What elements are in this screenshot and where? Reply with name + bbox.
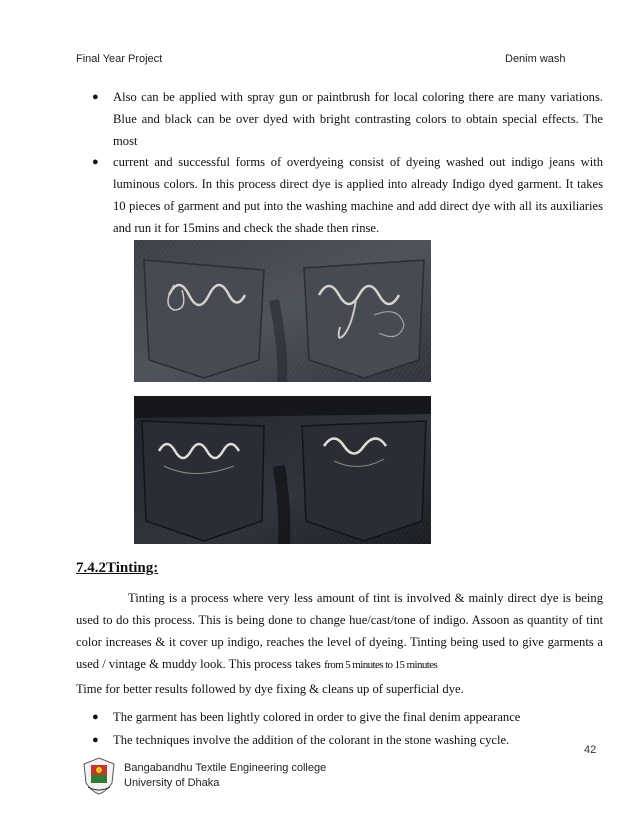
header-right: Denim wash bbox=[505, 53, 566, 65]
page-number: 42 bbox=[584, 744, 597, 756]
paragraph-text: Tinting is a process where very less amount of tint is involved & mainly direct dye is being used to do this process. This is being done to change hue/cast/tone of indigo. Assoon as quantity of tint color increases & it cover up indigo, reaches the level of dyeing. Tinting being used to give garments a used / vintage & muddy look. This process takes bbox=[76, 591, 603, 671]
section-title: 7.4.2Tinting: bbox=[76, 560, 159, 576]
bullet-item bbox=[76, 86, 603, 152]
header-left: Final Year Project bbox=[76, 53, 163, 65]
bullet-dot-icon: ● bbox=[92, 711, 99, 723]
bullet-text: The garment has been lightly colored in order to give the final denim appearance bbox=[113, 710, 521, 724]
bullet-dot-icon: ● bbox=[92, 156, 99, 168]
jeans-pocket-photo-bottom bbox=[134, 396, 431, 544]
paragraph-duration: from 5 minutes to 15 minutes bbox=[324, 659, 438, 671]
bullet-item bbox=[76, 706, 603, 728]
bullet-item bbox=[76, 151, 603, 239]
footer-text bbox=[124, 761, 326, 791]
bullet-text: Also can be applied with spray gun or paintbrush for local coloring there are many variations. Blue and black can be over dyed with bright contrasting colors to obtain special effects. The most bbox=[113, 90, 603, 148]
college-crest-icon bbox=[82, 757, 116, 795]
footer-college: Bangabandhu Textile Engineering college bbox=[124, 762, 327, 774]
bullet-item bbox=[76, 729, 603, 751]
jeans-pocket-photo-top bbox=[134, 240, 431, 382]
bullet-text: current and successful forms of overdyeing consist of dyeing washed out indigo jeans with luminous colors. In this process direct dye is applied into already Indigo dyed garment. It takes 10 pieces of garment and put into the washing machine and add direct dye with all its auxiliaries and run it for 15mins and check the shade then rinse. bbox=[113, 155, 603, 235]
bullet-text: The techniques involve the addition of the colorant in the stone washing cycle. bbox=[113, 733, 510, 747]
footer-university: University of Dhaka bbox=[124, 777, 220, 789]
bullet-dot-icon: ● bbox=[92, 91, 99, 103]
bullet-dot-icon: ● bbox=[92, 734, 99, 746]
tinting-paragraph bbox=[76, 587, 603, 676]
paragraph-line: Time for better results followed by dye fixing & cleans up of superficial dye. bbox=[76, 682, 464, 696]
